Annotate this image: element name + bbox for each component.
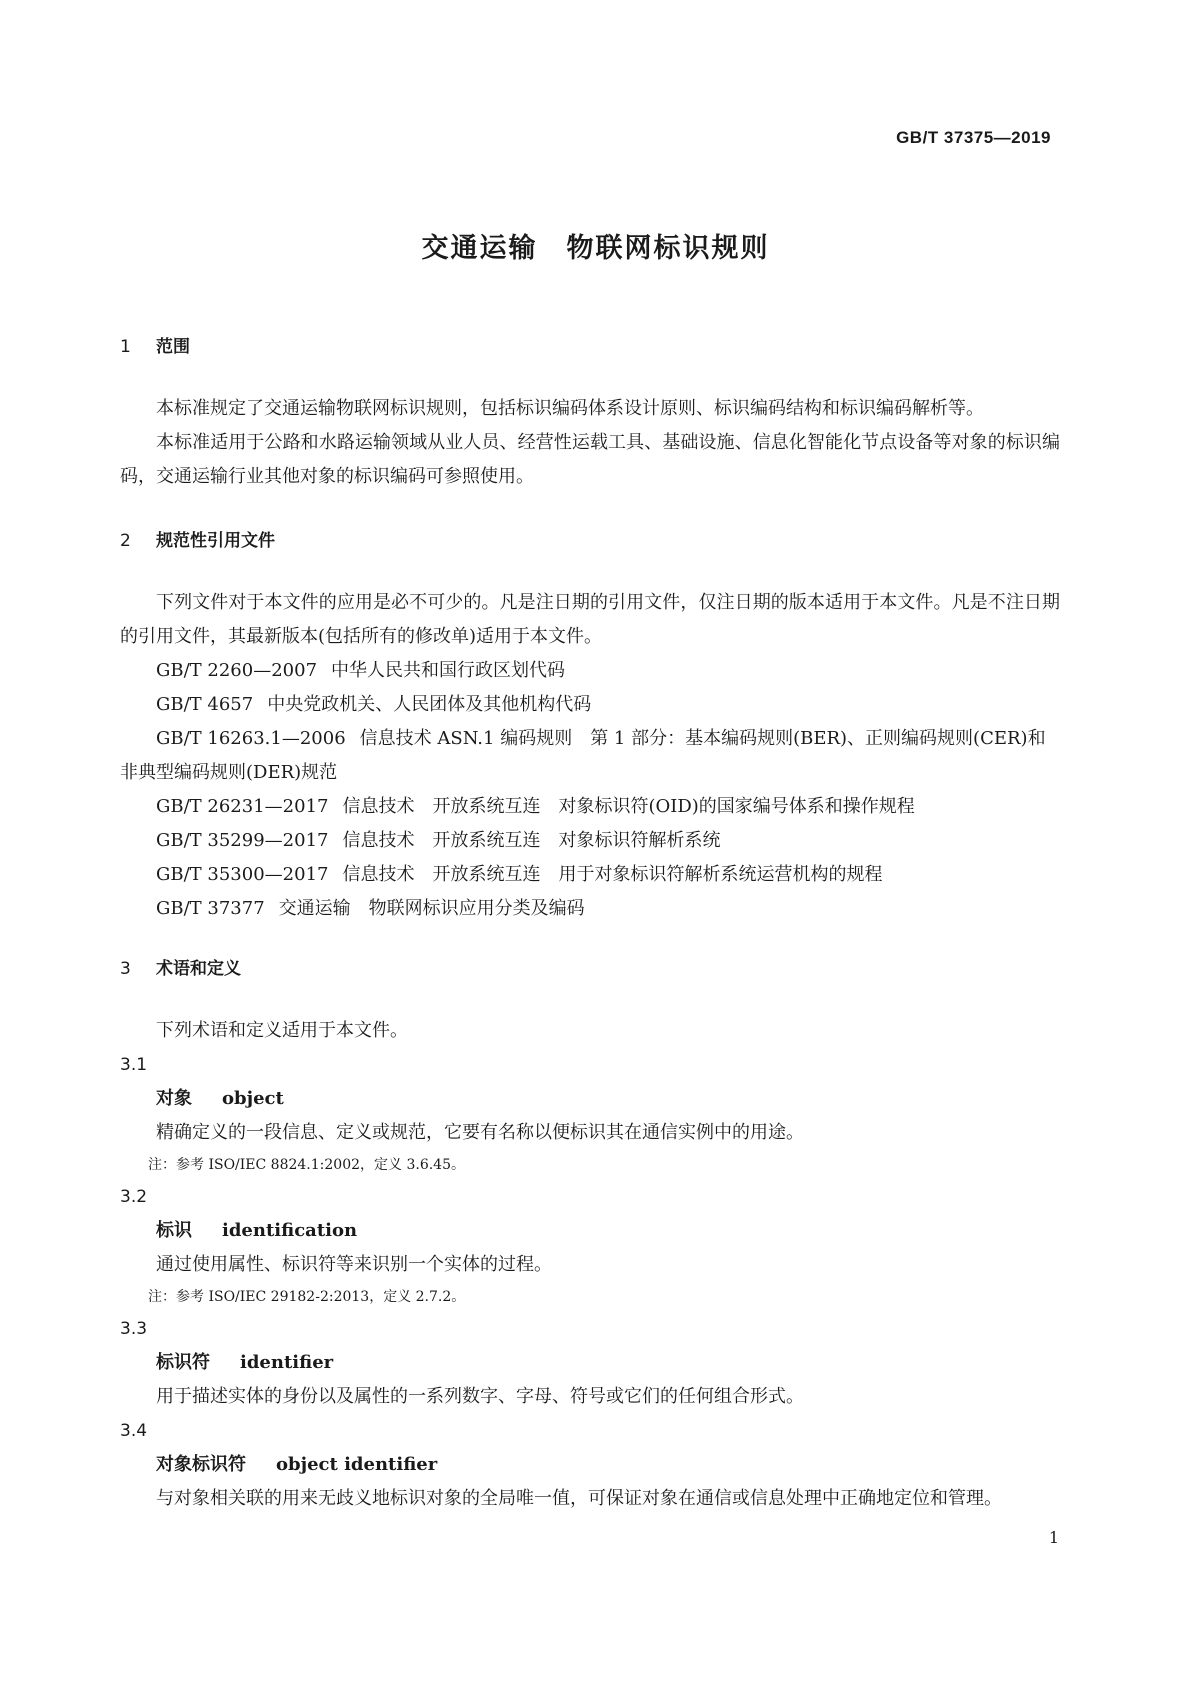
reference-title: 信息技术 开放系统互连 对象标识符(OID)的国家编号体系和操作规程 (342, 796, 915, 817)
document-title: 交通运输 物联网标识规则 (421, 233, 770, 264)
reference-code: GB/T 16263.1—2006 (156, 728, 346, 749)
term-english: object identifier (276, 1454, 438, 1475)
term-number: 3.1 (120, 1055, 148, 1075)
term-chinese: 对象标识符 (156, 1454, 246, 1475)
paragraph: 下列术语和定义适用于本文件。 (156, 1020, 408, 1041)
section-number: 2 (120, 531, 131, 551)
section-title: 规范性引用文件 (156, 531, 275, 551)
reference-code: GB/T 26231—2017 (156, 796, 329, 817)
term-definition: 与对象相关联的用来无歧义地标识对象的全局唯一值，可保证对象在通信或信息处理中正确地定位和管理。 (156, 1488, 1002, 1509)
section-number: 3 (120, 959, 131, 979)
reference-code: GB/T 35299—2017 (156, 830, 329, 851)
reference-code: GB/T 35300—2017 (156, 864, 329, 885)
document-body (120, 330, 1060, 1516)
term-number: 3.3 (120, 1319, 148, 1339)
reference-title: 中华人民共和国行政区划代码 (331, 660, 566, 681)
term-english: identification (222, 1220, 358, 1241)
reference-item (120, 722, 1060, 790)
section-heading-terms-and-definitions (120, 952, 1060, 986)
reference-item (120, 688, 1060, 722)
reference-title: 交通运输 物联网标识应用分类及编码 (278, 898, 585, 919)
term-number: 3.4 (120, 1421, 148, 1441)
reference-item (120, 858, 1060, 892)
section-heading-normative-references (120, 524, 1060, 558)
term-note: 注：参考 ISO/IEC 8824.1:2002，定义 3.6.45。 (148, 1157, 465, 1173)
reference-item (120, 824, 1060, 858)
section-title: 范围 (156, 337, 190, 357)
term-number: 3.2 (120, 1187, 148, 1207)
page-number: 1 (1048, 1528, 1059, 1547)
reference-title: 信息技术 开放系统互连 用于对象标识符解析系统运营机构的规程 (342, 864, 883, 885)
reference-code: GB/T 4657 (156, 694, 254, 715)
section-title: 术语和定义 (156, 959, 241, 979)
term-definition: 用于描述实体的身份以及属性的一系列数字、字母、符号或它们的任何组合形式。 (156, 1386, 804, 1407)
term-chinese: 标识符 (156, 1352, 210, 1373)
term-entry (120, 1346, 1060, 1380)
paragraph: 本标准适用于公路和水路运输领域从业人员、经营性运载工具、基础设施、信息化智能化节点设备等对象的标识编码，交通运输行业其他对象的标识编码可参照使用。 (120, 432, 1060, 487)
term-english: object (222, 1088, 284, 1109)
term-chinese: 对象 (156, 1088, 192, 1109)
reference-title: 中央党政机关、人民团体及其他机构代码 (267, 694, 592, 715)
reference-item (120, 892, 1060, 926)
term-entry (120, 1082, 1060, 1116)
reference-title: 信息技术 ASN.1 编码规则 第 1 部分：基本编码规则(BER)、正则编码规则(CER)和非典型编码规则(DER)规范 (120, 728, 1046, 783)
reference-code: GB/T 2260—2007 (156, 660, 318, 681)
term-definition: 通过使用属性、标识符等来识别一个实体的过程。 (156, 1254, 552, 1275)
section-number: 1 (120, 337, 131, 357)
term-entry (120, 1214, 1060, 1248)
reference-item (120, 790, 1060, 824)
term-entry (120, 1448, 1060, 1482)
term-definition: 精确定义的一段信息、定义或规范，它要有名称以便标识其在通信实例中的用途。 (156, 1122, 804, 1143)
term-chinese: 标识 (156, 1220, 192, 1241)
term-note: 注：参考 ISO/IEC 29182-2:2013，定义 2.7.2。 (148, 1289, 466, 1305)
term-english: identifier (240, 1352, 334, 1373)
paragraph: 下列文件对于本文件的应用是必不可少的。凡是注日期的引用文件，仅注日期的版本适用于本文件。凡是不注日期的引用文件，其最新版本(包括所有的修改单)适用于本文件。 (120, 592, 1060, 647)
standard-number: GB/T 37375—2019 (896, 128, 1051, 147)
reference-title: 信息技术 开放系统互连 对象标识符解析系统 (342, 830, 721, 851)
reference-item (120, 654, 1060, 688)
section-heading-scope (120, 330, 1060, 364)
paragraph: 本标准规定了交通运输物联网标识规则，包括标识编码体系设计原则、标识编码结构和标识编码解析等。 (156, 398, 984, 419)
reference-code: GB/T 37377 (156, 898, 265, 919)
